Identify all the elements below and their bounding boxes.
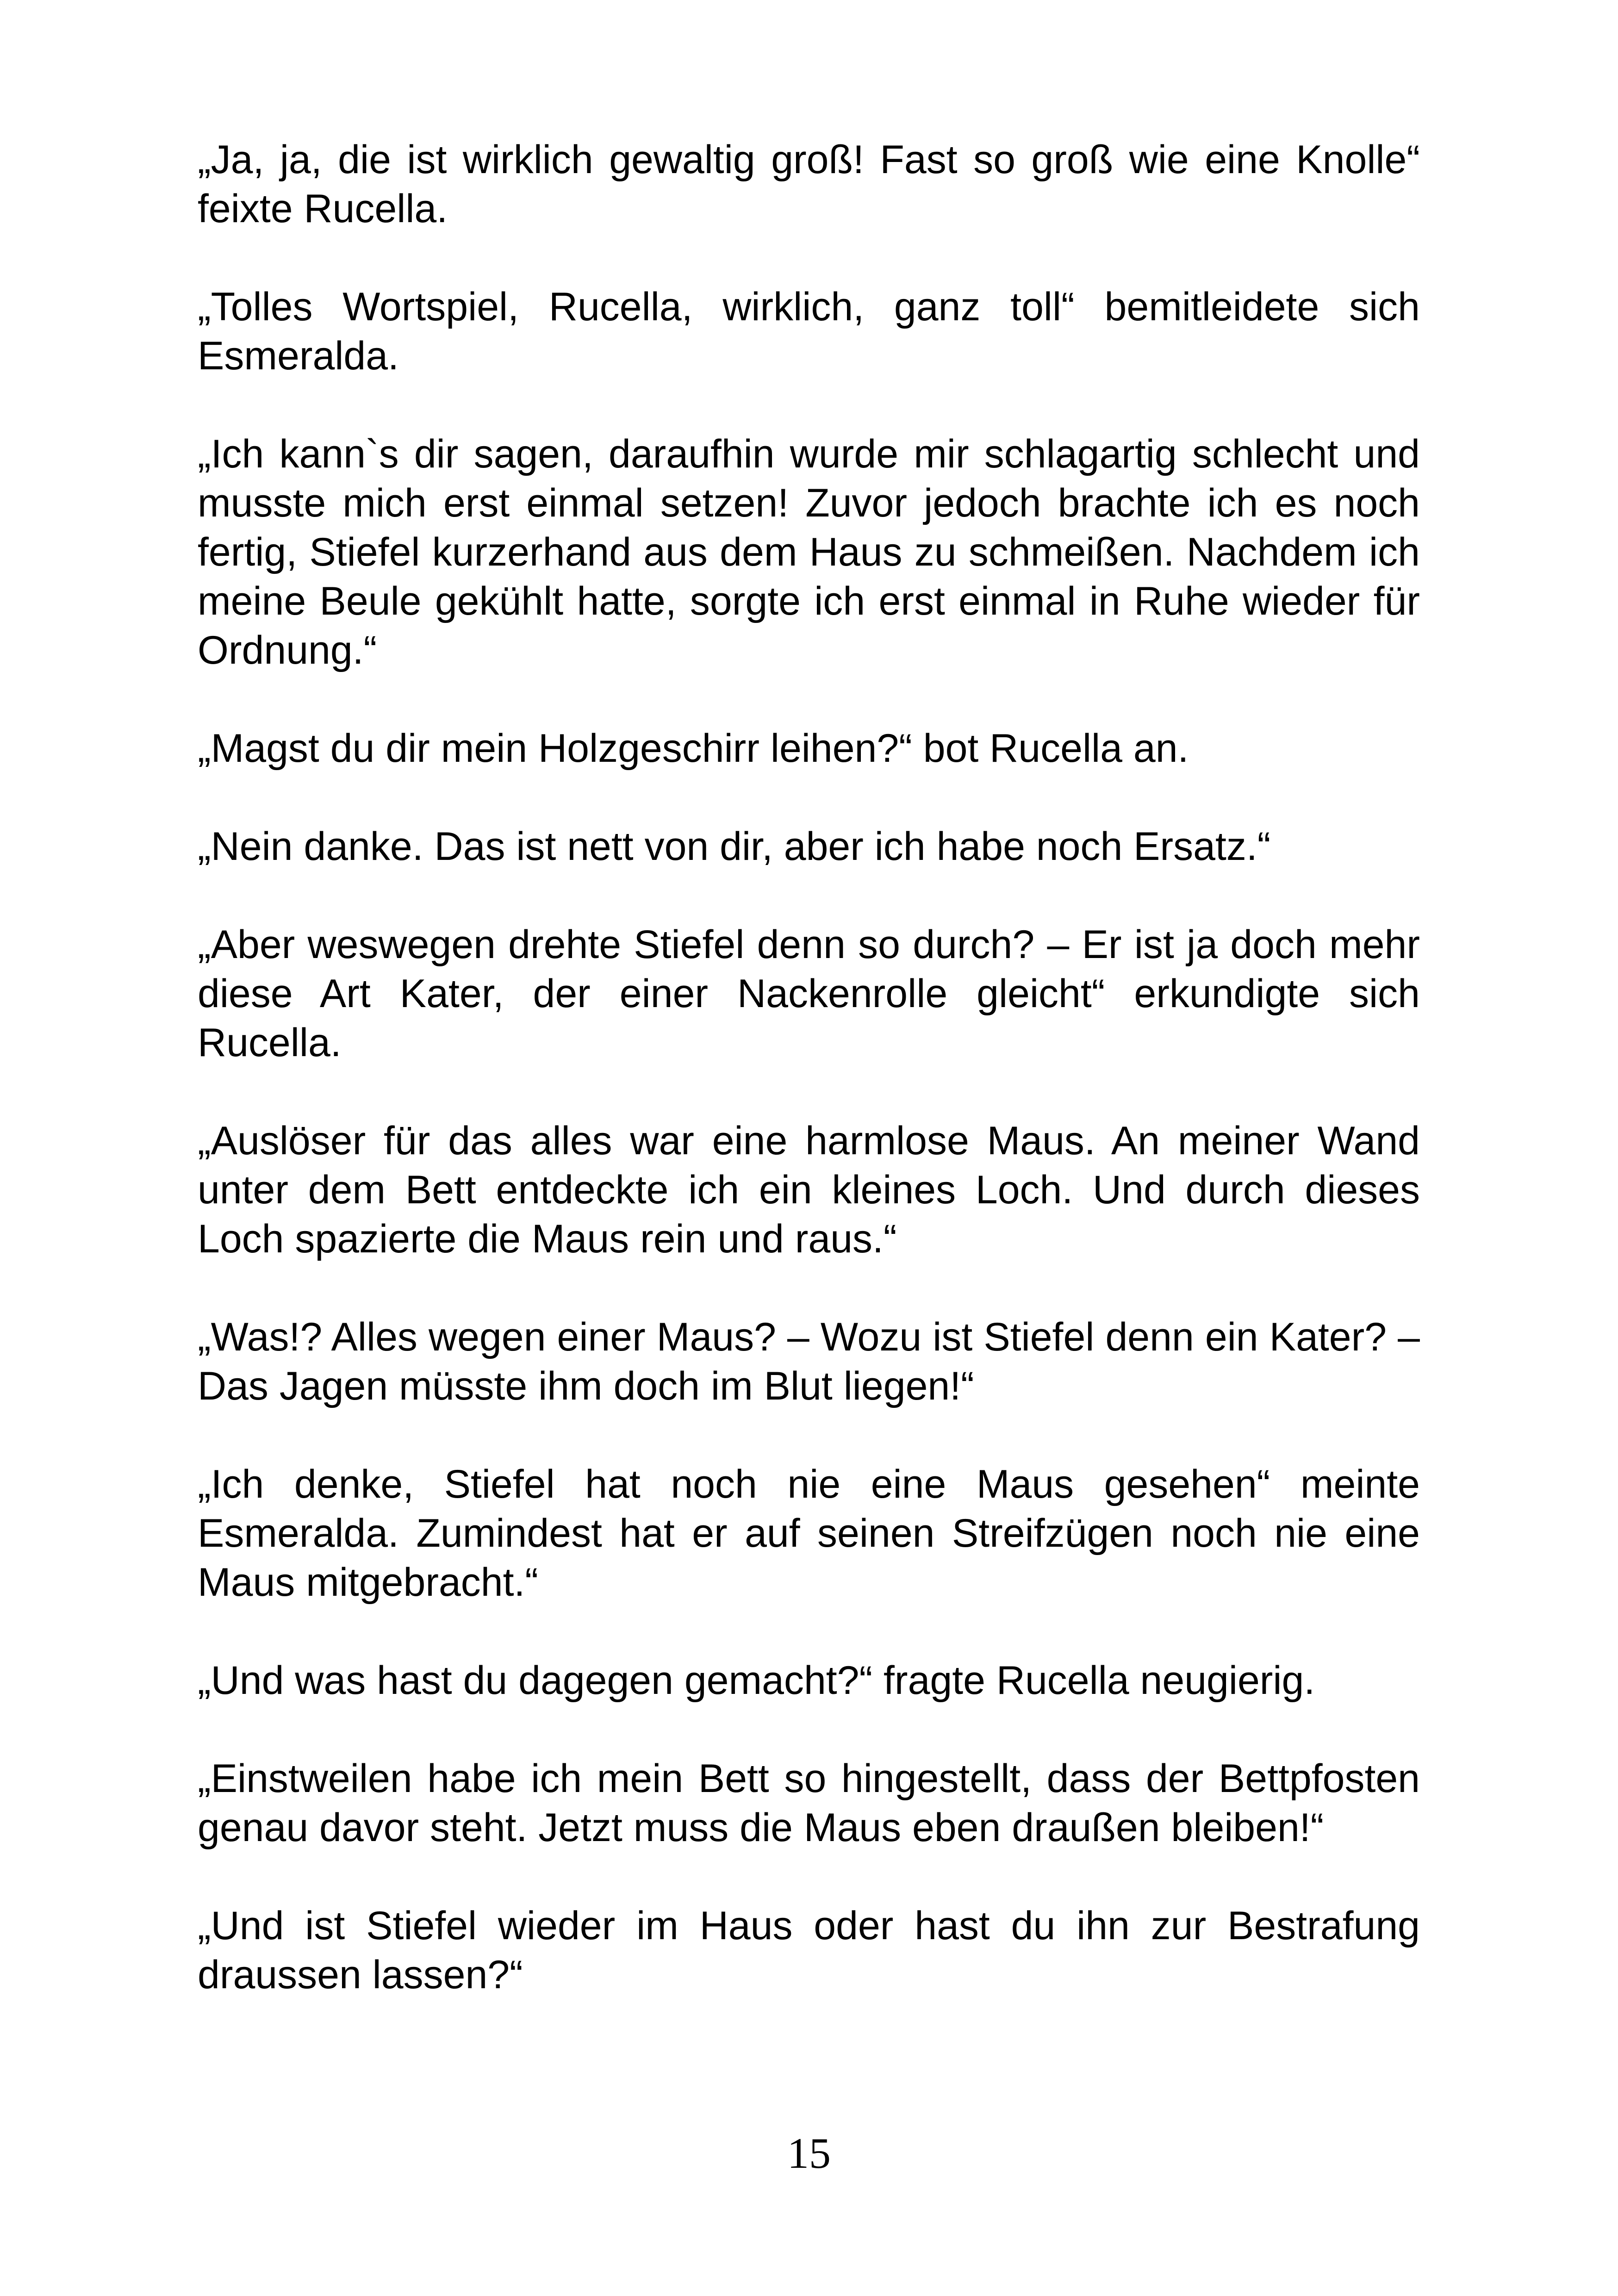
paragraph: „Tolles Wortspiel, Rucella, wirklich, ganz toll“ bemitleidete sich Esmeralda. <box>198 285 1420 378</box>
body-text <box>198 135 1420 2048</box>
paragraph: „Auslöser für das alles war eine harmlose Maus. An meiner Wand unter dem Bett entdeckte ich ein kleines Loch. Und durch dieses Loch spazierte die Maus rein und raus.“ <box>198 1119 1420 1261</box>
paragraph: „Ich kann`s dir sagen, daraufhin wurde mir schlagartig schlecht und musste mich erst einmal setzen! Zuvor jedoch brachte ich es noch fertig, Stiefel kurzerhand aus dem Haus zu schmeißen. Nachdem ich meine Beule gekühlt hatte, sorgte ich erst einmal in Ruhe wieder für Ordnung.“ <box>198 432 1420 672</box>
paragraph: „Ja, ja, die ist wirklich gewaltig groß! Fast so groß wie eine Knolle“ feixte Rucella. <box>198 137 1420 231</box>
paragraph: „Einstweilen habe ich mein Bett so hingestellt, dass der Bettpfosten genau davor steht. Jetzt muss die Maus eben draußen bleiben!“ <box>198 1756 1420 1850</box>
paragraph: „Was!? Alles wegen einer Maus? – Wozu ist Stiefel denn ein Kater? – Das Jagen müsste ihm doch im Blut liegen!“ <box>198 1315 1420 1408</box>
paragraph: „Und was hast du dagegen gemacht?“ fragte Rucella neugierig. <box>198 1658 1315 1703</box>
paragraph: „Nein danke. Das ist nett von dir, aber ich habe noch Ersatz.“ <box>198 824 1271 869</box>
paragraph: „Ich denke, Stiefel hat noch nie eine Maus gesehen“ meinte Esmeralda. Zumindest hat er auf seinen Streifzügen noch nie eine Maus mitgebracht.“ <box>198 1462 1420 1605</box>
page-number: 15 <box>787 2129 831 2178</box>
paragraph: „Aber weswegen drehte Stiefel denn so durch? – Er ist ja doch mehr diese Art Kater, der einer Nackenrolle gleicht“ erkundigte sich Rucella. <box>198 922 1420 1065</box>
paragraph: „Magst du dir mein Holzgeschirr leihen?“ bot Rucella an. <box>198 726 1189 771</box>
paragraph: „Und ist Stiefel wieder im Haus oder hast du ihn zur Bestrafung draussen lassen?“ <box>198 1904 1420 1997</box>
